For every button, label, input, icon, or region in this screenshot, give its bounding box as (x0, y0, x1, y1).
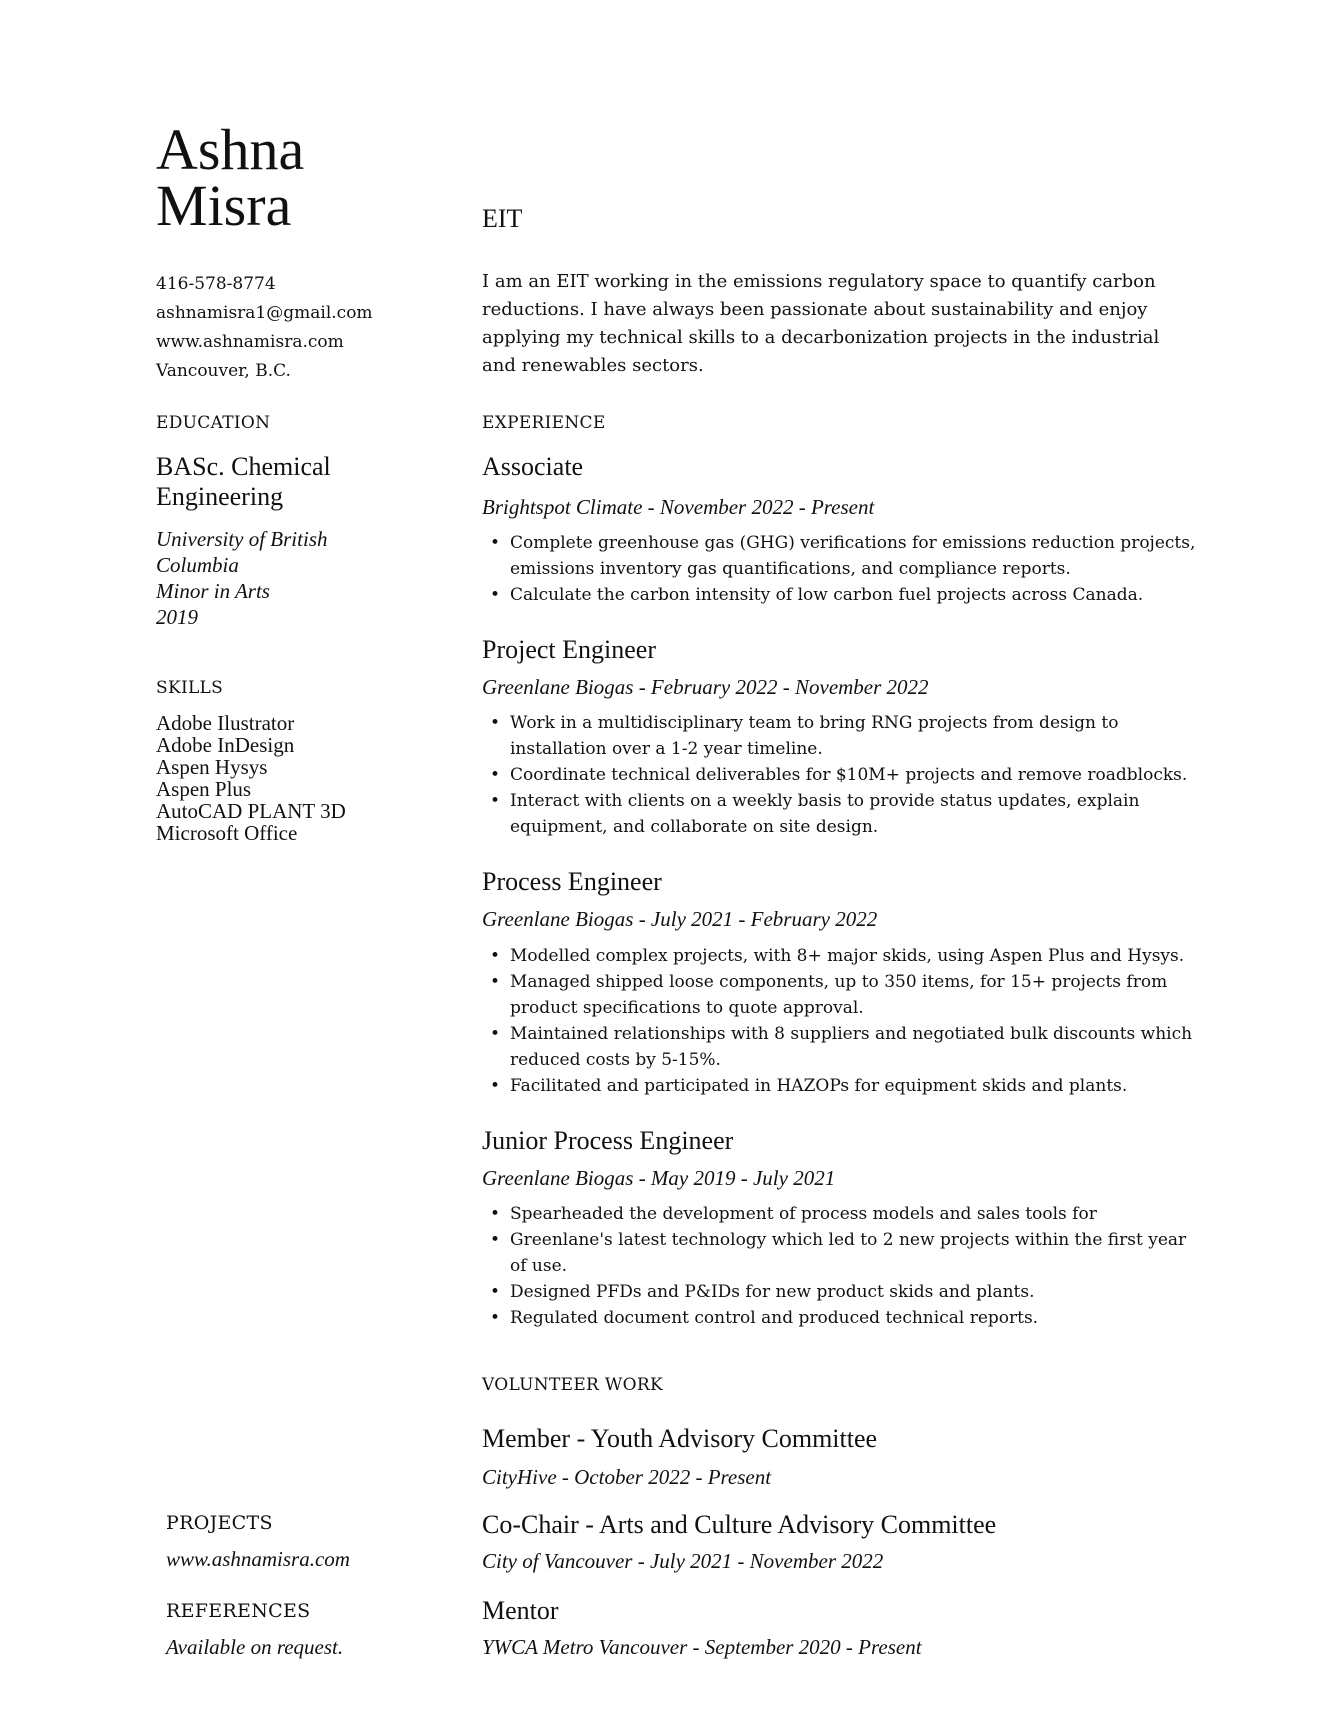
job-title-project-engineer: Project Engineer (482, 635, 656, 664)
bullet-item: • Coordinate technical deliverables for $10M+ projects and remove roadblocks. (482, 762, 1202, 788)
job-subtitle: Greenlane Biogas - May 2019 - July 2021 (482, 1166, 836, 1190)
job-title-junior-process-engineer: Junior Process Engineer (482, 1126, 734, 1155)
skill-item: Adobe Ilustrator (156, 711, 295, 735)
job-title: EIT (482, 204, 523, 233)
education-degree: BASc. Chemical Engineering (156, 452, 331, 511)
skill-item: Aspen Hysys (156, 755, 268, 779)
job-bullets (482, 530, 1202, 608)
volunteer-heading: VOLUNTEER WORK (482, 1375, 663, 1395)
bullet-item: • Modelled complex projects, with 8+ major skids, using Aspen Plus and Hysys. (482, 943, 1202, 969)
job-title-process-engineer: Process Engineer (482, 867, 662, 896)
skill-item: AutoCAD PLANT 3D (156, 799, 346, 823)
bullet-item: • Managed shipped loose components, up to 350 items, for 15+ projects from product specifications to quote approval. (482, 969, 1202, 1021)
bullet-item: • Complete greenhouse gas (GHG) verifications for emissions reduction projects, emissions inventory gas quantifications, and compliance reports. (482, 530, 1202, 582)
experience-heading: EXPERIENCE (482, 413, 606, 433)
volunteer-title: Mentor (482, 1596, 559, 1625)
bullet-item: • Maintained relationships with 8 suppliers and negotiated bulk discounts which reduced costs by 5-15%. (482, 1021, 1202, 1073)
name-first: Ashna (156, 117, 305, 182)
bullet-item: • Calculate the carbon intensity of low carbon fuel projects across Canada. (482, 582, 1202, 608)
bullet-item: • Work in a multidisciplinary team to bring RNG projects from design to installation over a 1-2 year timeline. (482, 710, 1202, 762)
bullet-item: • Greenlane's latest technology which led to 2 new projects within the first year of use. (482, 1227, 1202, 1279)
education-school: University of British Columbia (156, 527, 328, 577)
projects-heading: PROJECTS (166, 1512, 273, 1534)
bullet-item: • Regulated document control and produced technical reports. (482, 1305, 1202, 1331)
contact-website[interactable]: www.ashnamisra.com (156, 332, 344, 352)
job-bullets (482, 1201, 1202, 1331)
name-last: Misra (156, 173, 292, 238)
projects-link[interactable]: www.ashnamisra.com (166, 1547, 350, 1571)
education-year: 2019 (156, 605, 198, 629)
job-bullets (482, 943, 1202, 1099)
skills-heading: SKILLS (156, 678, 224, 698)
skill-item: Aspen Plus (156, 777, 252, 801)
job-subtitle: Brightspot Climate - November 2022 - Present (482, 495, 875, 519)
education-details (156, 526, 396, 630)
bullet-item: • Facilitated and participated in HAZOPs for equipment skids and plants. (482, 1073, 1202, 1099)
bullet-item: • Interact with clients on a weekly basis to provide status updates, explain equipment, and collaborate on site design. (482, 788, 1202, 840)
bullet-item: • Spearheaded the development of process models and sales tools for (482, 1201, 1202, 1227)
volunteer-subtitle: CityHive - October 2022 - Present (482, 1465, 772, 1489)
contact-block (156, 270, 373, 386)
candidate-name (156, 117, 305, 238)
skill-item: Adobe InDesign (156, 733, 295, 757)
job-subtitle: Greenlane Biogas - July 2021 - February 2022 (482, 907, 878, 931)
job-title-associate: Associate (482, 452, 584, 481)
skill-item: Microsoft Office (156, 821, 298, 845)
summary-paragraph: I am an EIT working in the emissions regulatory space to quantify carbon reductions. I have always been passionate about sustainability and enjoy applying my technical skills to a decarbonization projects in the industrial and renewables sectors. (482, 271, 1160, 376)
volunteer-subtitle: City of Vancouver - July 2021 - November 2022 (482, 1549, 884, 1573)
contact-phone: 416-578-8774 (156, 274, 276, 294)
job-subtitle: Greenlane Biogas - February 2022 - November 2022 (482, 675, 929, 699)
contact-email[interactable]: ashnamisra1@gmail.com (156, 303, 373, 323)
bullet-item: • Designed PFDs and P&IDs for new product skids and plants. (482, 1279, 1202, 1305)
volunteer-subtitle: YWCA Metro Vancouver - September 2020 - Present (482, 1635, 922, 1659)
contact-location: Vancouver, B.C. (156, 361, 291, 381)
volunteer-title: Member - Youth Advisory Committee (482, 1424, 878, 1453)
education-minor: Minor in Arts (156, 579, 270, 603)
references-value: Available on request. (166, 1635, 344, 1659)
skills-list (156, 712, 346, 844)
volunteer-title: Co-Chair - Arts and Culture Advisory Committee (482, 1510, 997, 1539)
references-heading: REFERENCES (166, 1600, 311, 1622)
job-bullets (482, 710, 1202, 840)
education-heading: EDUCATION (156, 413, 271, 433)
